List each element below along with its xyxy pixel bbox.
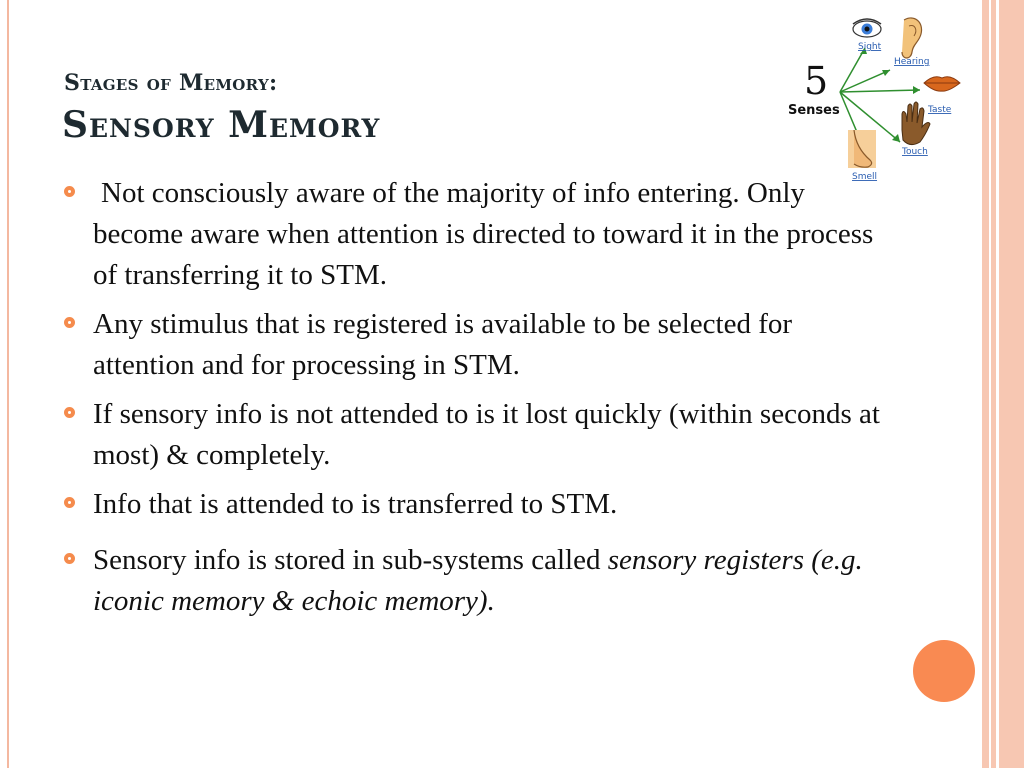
bullet-ring-icon [64, 497, 75, 508]
left-frame-line [7, 0, 9, 768]
sense-label-sight: Sight [858, 42, 882, 52]
bullet-list [62, 173, 882, 622]
bullet-item [62, 484, 882, 525]
slide-title-line1: Stages of Memory: [64, 70, 278, 96]
ear-icon [902, 18, 922, 58]
bullet-italic-text: sensory registers (e.g. iconic memory & echoic memory). [93, 544, 863, 617]
bullet-ring-icon [64, 407, 75, 418]
eye-icon [853, 19, 881, 37]
sense-label-smell: Smell [852, 172, 878, 182]
senses-number: 5 [804, 59, 829, 103]
bullet-ring-icon [64, 186, 75, 197]
arrow-hearing [840, 70, 890, 92]
bullet-ring-icon [64, 317, 75, 328]
hand-icon [902, 102, 930, 145]
sense-label-hearing: Hearing [894, 57, 930, 67]
lips-icon [924, 77, 960, 91]
bullet-ring-icon [64, 553, 75, 564]
right-frame-stripes [978, 0, 1024, 768]
arrow-sight [840, 48, 865, 92]
nose-icon [848, 130, 876, 168]
arrowhead-taste [913, 86, 920, 94]
bullet-item [62, 394, 882, 476]
bullet-text: If sensory info is not attended to is it lost quickly (within seconds at most) & completely. [93, 398, 880, 471]
decorative-orange-circle [913, 640, 975, 702]
bullet-text: Not consciously aware of the majority of info entering. Only become aware when attention is directed to toward it in the process of transferring it to STM. [93, 177, 874, 291]
sense-label-taste: Taste [928, 105, 952, 115]
bullet-text: Any stimulus that is registered is available to be selected for attention and for processing in STM. [93, 308, 793, 381]
bullet-text: Info that is attended to is transferred to STM. [93, 488, 618, 520]
bullet-item [62, 304, 882, 386]
arrow-taste [840, 90, 920, 92]
bullet-text: Sensory info is stored in sub-systems called [93, 544, 601, 576]
senses-label: Senses [788, 103, 840, 118]
bullet-item [62, 540, 882, 622]
bullet-item [62, 173, 882, 296]
five-senses-figure [782, 12, 962, 192]
slide-title-line2: Sensory Memory [62, 104, 381, 146]
arrowhead-touch [892, 134, 900, 142]
sense-label-touch: Touch [902, 147, 928, 157]
